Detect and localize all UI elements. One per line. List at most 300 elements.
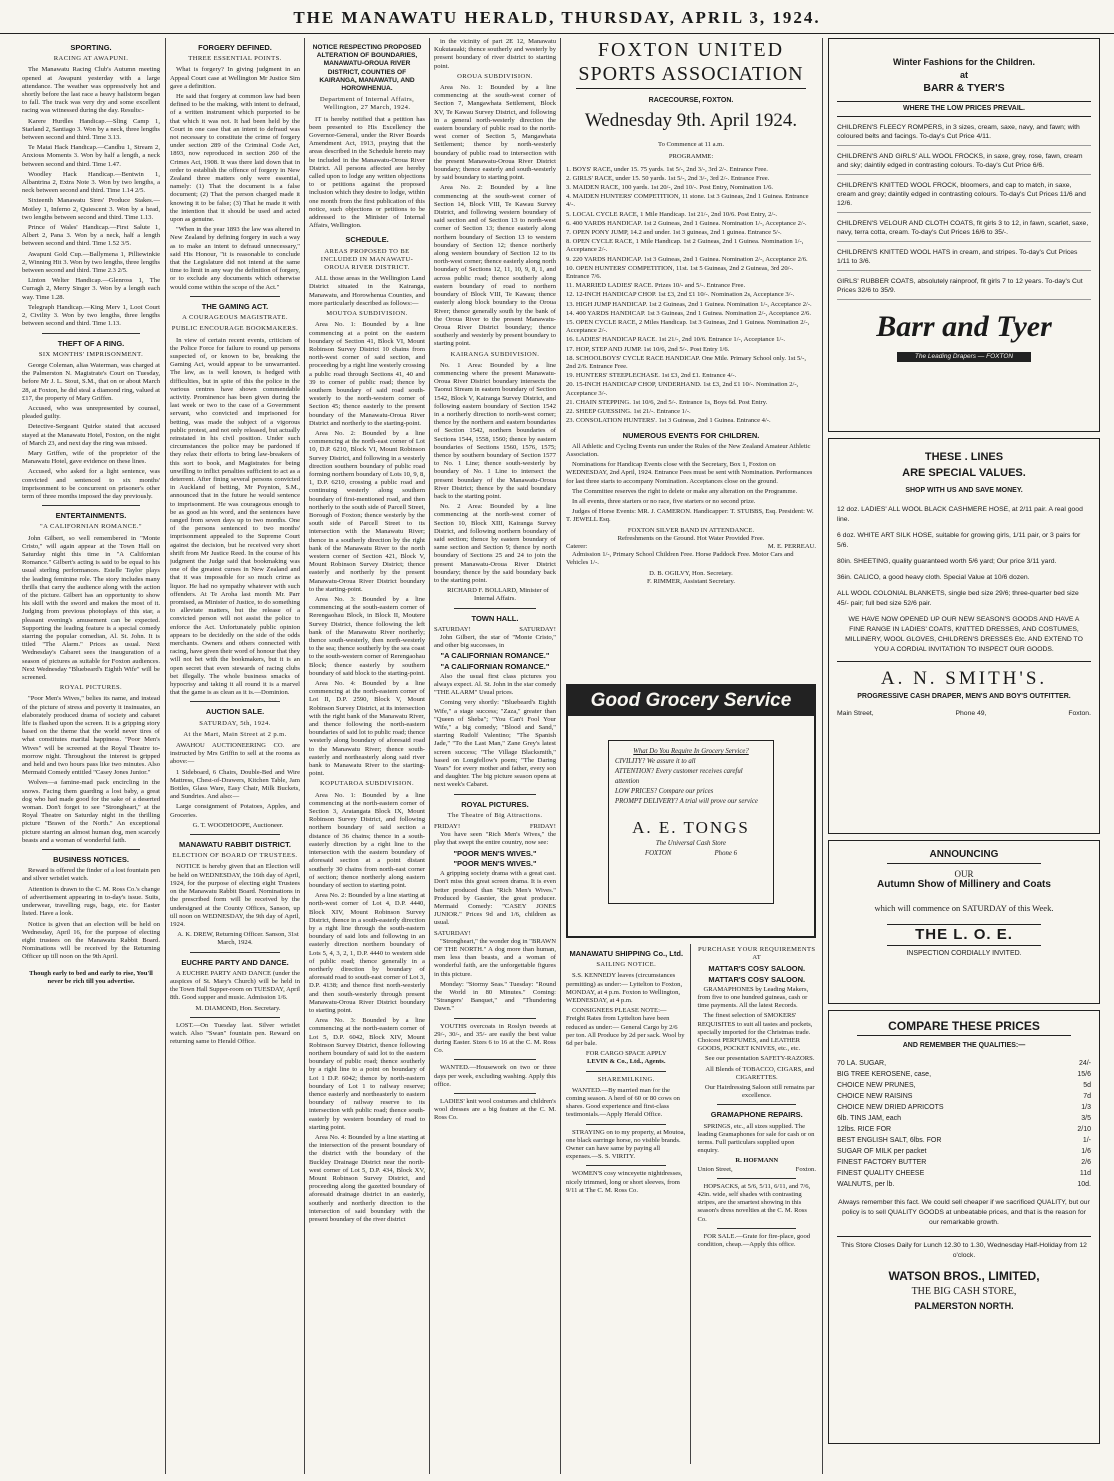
smith-heading-2: ARE SPECIAL VALUES.	[902, 467, 1026, 479]
programme-item: 20. 15-INCH HANDICAP CHOP, UNDERHAND. 1st £3, 2nd £1 10/-. Nomination 2/-, Acceptance 3/-.	[566, 381, 799, 397]
price-row	[837, 1113, 1091, 1124]
barr-at: at	[959, 70, 968, 80]
paragraph: WANTED.—Housework on two or three days per week, excluding washing. Apply this office.	[434, 1064, 556, 1088]
paragraph: Coming very shortly: "Bluebeard's Eighth Wife," a stage success; "Zaza," greater than "Queen of Sheba"; "You Can't Fool Your Wife," a big comedy; "Blood and Sand," starring Rudolf Valentino; "The Spanish Jade," "To the Last Man," Zane Grey's latest screen success; "The Village Blacksmith," based on Longfellow's poem; "The Daring Years" for every mother and father, every son and daughter. The big picture season opens at next week's Cabaret.	[434, 699, 556, 789]
price-value: 24/-	[1078, 1060, 1091, 1068]
closing-notice: This Store Closes Daily for Lunch 12.30 to 1.30, Wednesday Half-Holiday from 12 o'clock.	[837, 1236, 1091, 1261]
hofmann-address	[697, 1166, 816, 1174]
gaming-subheading: A COURAGEOUS MAGISTRATE.	[182, 314, 288, 322]
paragraph: Te Matai Hack Handicap.—Candhu 1, Stream 2, Anxious Moments 3. Won by half a length, a neck between second and third. Time 1.47.	[22, 144, 160, 168]
price-item: 70 LA. SUGAR,	[837, 1060, 887, 1068]
programme-item: 18. SCHOOLBOYS' CYCLE RACE HANDICAP. One Mile. Primary School only. 1st 5/-, 2nd 2/6. Entrance Free.	[566, 354, 806, 371]
paragraph: What is forgery? In giving judgment in an Appeal Court case at Wellington Mr Justice Sim gave a definition.	[170, 66, 300, 90]
barr-logo-tag: The Leading Drapers — FOXTON	[897, 352, 1031, 362]
loe-heading: THE L. O. E.	[887, 924, 1041, 946]
price-item: BEST ENGLISH SALT, 6lbs. FOR	[837, 1137, 942, 1145]
programme-list	[566, 166, 816, 426]
paragraph: Prince of Wales' Handicap.—First Salute 1, Albert 2, Pana 3. Won by a neck, half a length between second and third. Time 1.52 3/5.	[22, 224, 160, 248]
divider	[454, 1018, 536, 1019]
grocery-panel	[608, 740, 774, 904]
paragraph: See our presentation SAFETY-RAZORS.	[704, 1055, 815, 1063]
price-value: 7d	[1083, 1093, 1091, 1101]
masthead-rule	[0, 33, 1114, 34]
paragraph: The Manawatu Racing Club's Autumn meeting opened at Awapuni yesterday with a large attendance. The weather was oppressively hot and shortly before the last race a heavy hailstorm began to fall. The track was very dry and some excellent racing was witnessed during the day. Results:-	[22, 66, 160, 115]
divider	[586, 1071, 666, 1072]
royal-day	[434, 823, 556, 831]
paragraph: Wolves—a famine-mad pack encircling in the snows. Facing them guarding a lost baby, a great dog who had made good for the sake of a deserted woman. Don't forget to see "Strongheart," at the Royal Theatre on Saturday night in the thrilling picture "Brawn of the North." An exceptional picture starring an almost human dog, men scarcely beasts and a woman of wonderful faith.	[22, 779, 160, 844]
barr-logo: Barr and Tyer	[876, 310, 1052, 344]
commence-time: To Commence at 11 a.m.	[658, 141, 724, 149]
entertainments-heading: ENTERTAINMENTS.	[55, 511, 127, 521]
paragraph: Judges of Horse Events: MR. J. CAMERON. Handicapper: T. STUBBS, Esq. President: W. T. JEWELL Esq.	[566, 508, 814, 524]
paragraph: SPRINGS, etc., all sizes supplied. The leading Gramaphones for sale for cash or on terms. Full particulars supplied upon enquiry.	[697, 1122, 815, 1155]
announcing-show: Autumn Show of Millinery and Coats	[877, 879, 1051, 891]
price-item: CHOICE NEW RAISINS	[837, 1093, 913, 1101]
paragraph: "Poor Men's Wives," belies its name, and instead of the picture of stress and poverty it insinuates, an elaborately produced drama of society and cabaret life is flashed upon the screen. It is a gripping story based on the theme that the world never tires of what constitutes marital happiness. "Poor Men's Wives" will be screened at the Royal Theatre to-morrow night. Throughout the interest is gripped and held and two hours pass like two minutes. Also Mermaid Comedy entitled "Casey Jones Junior."	[22, 695, 160, 777]
paragraph: Awapuni Gold Cup.—Ballymena 1, Pilliewinkie 2, Winning Hit 3. Won by two lengths, three lengths between second and third. Time 2.3 2/5.	[22, 250, 160, 275]
price-row	[837, 1080, 1091, 1091]
programme-item: 6. 400 YARDS HANDICAP. 1st 2 Guineas, 2nd 1 Guinea. Nomination 1/-, Acceptance 2/-.	[566, 219, 807, 227]
paragraph: GRAMAPHONES by Leading Makers, from five to one hundred guineas, cash or time payments. All the latest Records.	[697, 985, 809, 1010]
column-rule	[429, 38, 430, 1474]
divider	[42, 849, 140, 850]
paragraph: Area No. 1: Bounded by a line commencing at the north-eastern corner of Section 3, Aratangata Block IX, Mount Robinson Survey District, and following northern boundary of said section a distance of 36 chains; thence in a south-easterly direction by a right line to the intersection with the eastern boundary of aforesaid section at a point distant southerly 30 chains from north-east corner of section; thence northerly along eastern boundary of section to starting point.	[309, 791, 425, 889]
grocery-phone: Phone 6	[714, 850, 737, 857]
barr-heading: Winter Fashions for the Children.	[893, 57, 1035, 67]
price-row	[837, 1069, 1091, 1080]
barr-item: CHILDREN'S KNITTED WOOL FROCK, bloomers, and cap to match, in saxe, cream and grey; daintily edged in contrasting colours. To-day's Cut Prices 11/6 and 12/6.	[837, 181, 1091, 213]
paragraph: WOMEN'S cosy winceyette nightdresses, nicely trimmed, long or short sleeves, from 9/11 at The C. M. Ross Co.	[566, 1170, 683, 1194]
column-rule	[560, 38, 561, 1474]
column-rule	[304, 38, 305, 1474]
paragraph: Also the usual first class pictures you always expect. Al. St. John in the star comedy "THE ALARM" Usual prices.	[434, 672, 556, 697]
barr-item: CHILDREN'S KNITTED WOOL HATS in cream, and stripes. To-day's Cut Prices 1/11 to 3/6.	[837, 248, 1091, 271]
paragraph: In all events, three starters or no race, five starters or no second prize.	[572, 497, 756, 505]
programme-item: 11. MARRIED LADIES' RACE. Prizes 10/- and 5/-. Entrance Free.	[566, 282, 746, 290]
address-town: Foxton.	[795, 1165, 816, 1173]
sports-date: Wednesday 9th. April 1924.	[584, 110, 798, 132]
price-value: 1/6	[1081, 1148, 1091, 1156]
address-street: Main Street,	[837, 710, 874, 718]
notice-subheading: Department of Internal Affairs, Wellington, 27 March, 1924.	[319, 96, 415, 112]
programme-item: 8. OPEN CYCLE RACE, 1 Mile Handicap. 1st 2 Guineas, 2nd 1 Guinea. Nomination 1/-, Acceptance 2/-.	[566, 238, 804, 254]
venue: RACECOURSE, FOXTON.	[648, 97, 734, 104]
paragraph: YOUTHS overcoats in Roslyn tweeds at 29/-, 30/-, and 35/- are easily the best value during Easter. Sizes 6 to 16 at the C. M. Ross Co.	[434, 1022, 556, 1055]
sporting-heading: SPORTING.	[70, 43, 112, 52]
day-label: FRIDAY!	[434, 823, 461, 831]
shipping-heading: MANAWATU SHIPPING Co., Ltd.	[569, 949, 684, 958]
paragraph: ALL those areas in the Wellington Land District situated in the Kairanga, Manawatu, and Horowhenua Counties, and more particularly described as follows:—	[309, 275, 425, 307]
programme-item: 14. 400 YARDS HANDICAP. 1st 3 Guineas, 2nd 1 Guinea. Nomination 2/-, Acceptance 2/6.	[566, 309, 811, 317]
column-3	[309, 38, 425, 1474]
price-item: FINEST QUALITY CHEESE	[837, 1170, 925, 1178]
price-row	[837, 1058, 1091, 1069]
price-row	[837, 1124, 1091, 1135]
paragraph: Sixteenth Manawatu Sires' Produce Stakes.—Motley 1, Inferno 2, Quiescent 3. Won by a head, two lengths between second and third. Time 1.13.	[22, 197, 160, 221]
royal-pictures-heading: ROYAL PICTURES.	[461, 799, 529, 809]
lower-ads	[566, 944, 816, 1464]
price-row	[837, 1135, 1091, 1146]
film-title: "A CALIFORNIAN ROMANCE."	[440, 651, 550, 661]
divider	[190, 701, 280, 702]
paragraph: You have seen "Rich Men's Wives," the play that swept the entire country, now see:	[434, 831, 556, 847]
paragraph: "Strongheart," the wonder dog in "BRAWN OF THE NORTH." A dog more than human, men less than beasts, and a woman of wonderful faith, are the unforgettable figures in this picture.	[434, 937, 556, 978]
theft-heading: THEFT OF A RING.	[57, 338, 125, 348]
loe-subheading: INSPECTION CORDIALLY INVITED.	[906, 950, 1022, 958]
paragraph: HOPSACKS, at 5/6, 5/11, 6/11, and 7/6, 42in. wide, self shades with contrasting stripes, are the smartest showing in this season's dress novelties at the C. M. Ross Co.	[697, 1182, 811, 1223]
programme-item: 3. MAIDEN RACE, 100 yards. 1st 20/-, 2nd 10/-. Post Entry, Nomination 1/6.	[566, 184, 774, 192]
masthead: THE MANAWATU HERALD, THURSDAY, APRIL 3, 1924.	[293, 8, 821, 27]
column-2	[170, 38, 300, 1474]
paragraph: Area No. 2: Bounded by a line starting at north-west corner of Lot 4, D.P. 4440, Block XIV, Mount Robinson Survey District, thence in a south-easterly direction by a right line through the south-eastern boundary of said lots and following in an easterly direction northern boundary of Lots 5, 4, 3, 2, 1, D.P. 4440 to western side of public road; thence generally in a northerly direction by boundary of aforesaid road to south-east corner of Lot 3, D.P. 4138; and thence first north-westerly and then south-westerly through present Manawatu-Oroua River District boundary to starting point.	[309, 892, 425, 1014]
grocery-banner: Good Grocery Service	[568, 686, 814, 716]
paragraph: A EUCHRE PARTY AND DANCE (under the auspices of St. Mary's Church) will be held in the Town Hall Supper-room on TUESDAY, April 8th. Good supper and music. Admission 1/6.	[170, 969, 300, 1002]
column-1	[22, 38, 160, 1474]
film-title: "A CALIFORNIAN ROMANCE."	[440, 661, 550, 671]
gaming-heading: THE GAMING ACT.	[201, 301, 269, 311]
paragraph: Reward is offered the finder of a lost fountain pen and silver wristlet watch.	[22, 867, 160, 883]
programme-item: 23. CONSOLATION HUNTERS'. 1st 3 Guineas, 2nd 1 Guinea. Entrance 4/-.	[566, 417, 771, 425]
column-6	[828, 38, 1100, 1474]
smith-list	[837, 505, 1091, 609]
paragraph: Woodley Hack Handicap.—Bentwin 1, Albantrina 2, Extra Note 3. Won by two lengths, a neck between second and third. Time 1.14 2/5.	[22, 170, 160, 195]
announcing-paragraph: which will commence on SATURDAY of this Week.	[874, 903, 1054, 914]
divider	[42, 333, 140, 334]
paragraph: Nominations for Handicap Events close with the Secretary, Box 1, Foxton on WEDNESDAY, 2nd April, 1924. Entrance Fees must be sent with Nomination. Performances for last three starts to accompany Nomination. Acceptances close on the ground.	[566, 461, 813, 485]
cargo-note: FOR CARGO SPACE APPLY	[585, 1050, 667, 1058]
gramaphone-repairs-heading: GRAMAPHONE REPAIRS.	[710, 1110, 803, 1120]
notice-heading: NOTICE RESPECTING PROPOSED ALTERATION OF BOUNDARIES, MANAWATU-OROUA RIVER DISTRICT, COUNTIES OF KAIRANGA, MANAWATU, AND HOROWHENUA.	[312, 44, 422, 93]
divider	[717, 1178, 796, 1179]
smith-item: 80in. SHEETING, quality guaranteed worth 5/6 yard; Our price 3/11 yard.	[837, 558, 1057, 566]
forgery-subheading: THREE ESSENTIAL POINTS.	[188, 55, 282, 63]
paragraph: A gripping society drama with a great cast. Don't miss this great screen drama. It is even better produced than "Rich Men's Wives." Produced by Gasnier, the great producer. Mermaid Comedy: "CASEY JONES JUNIOR." Prices 9d and 1/6, children as usual.	[434, 870, 556, 927]
watson-store: THE BIG CASH STORE,	[911, 1286, 1017, 1298]
price-row	[837, 1157, 1091, 1168]
programme-item: 1. BOYS' RACE, under 15. 75 yards. 1st 5/-, 2nd 3/-, 3rd 2/-. Entrance Free.	[566, 165, 768, 173]
paragraph: Large consignment of Potatoes, Apples, and Groceries.	[170, 803, 300, 819]
paragraph: AWAHOU AUCTIONEERING CO. are instructed by Mrs Griffin to sell at the rooms as above:—	[170, 742, 300, 766]
price-item: SUGAR OF MILK per packet	[837, 1148, 927, 1156]
shipping-subheading: SAILING NOTICE.	[596, 961, 657, 969]
paragraph: Area No. 4: Bounded by a line commencing at the north-eastern corner of Lot II, D.P. 2590, Block V, Mount Robinson Survey District, at its intersection with the right bank of the Manawatu River, and thence following the north-eastern boundaries of said lot to public road; thence westerly along boundary of aforesaid road to the Manawatu River; thence south-easterly and northeasterly along said river bank to Manawatu River to the starting-point.	[309, 680, 425, 778]
purchase-heading: PURCHASE YOUR REQUIREMENTS AT	[697, 946, 816, 962]
paragraph: Admission 1/-, Primary School Children Free. Horse Paddock Free. Motor Cars and Vehicles 1/-.	[566, 551, 794, 567]
royal-pictures-subheading: The Theatre of Big Attractions.	[447, 811, 543, 819]
auction-heading: AUCTION SALE.	[205, 707, 265, 717]
compare-subheading: AND REMEMBER THE QUALITIES:—	[902, 1042, 1026, 1049]
programme-item: 10. OPEN HUNTERS' COMPETITION, 11st. 1st 5 Guineas, 2nd 2 Guineas, 3rd 20/-. Entrance 7/6.	[566, 264, 794, 281]
children-events: NUMEROUS EVENTS FOR CHILDREN.	[622, 430, 760, 440]
paragraph: Accused, who asked for a light sentence, was convicted and sentenced to six months' imprisonment to be concurrent on prisoner's other term of three months imposed the day previously.	[22, 468, 160, 500]
film-title: "POOR MEN'S WIVES."	[453, 848, 537, 858]
smith-heading: THESE . LINES	[924, 451, 1004, 463]
paragraph: Accused, who was unrepresented by counsel, pleaded guilty.	[22, 404, 160, 421]
column-rule	[165, 38, 166, 1474]
watson-name: WATSON BROS., LIMITED,	[888, 1269, 1040, 1284]
compare-heading: COMPARE THESE PRICES	[857, 1017, 1071, 1036]
band-notice: FOXTON SILVER BAND IN ATTENDANCE.	[627, 526, 755, 534]
price-item: 6lb. TINS JAM, each	[837, 1115, 902, 1123]
paragraph: Our Hairdressing Saloon still remains par excellence.	[704, 1084, 815, 1100]
programme-item: 15. OPEN CYCLE RACE, 2 Miles Handicap. 1st 3 Guineas, 2nd 1 Guinea. Nomination 2/-, Acceptance 2/-.	[566, 319, 810, 335]
paragraph: Detective-Sergeant Quirke stated that accused stayed at the Manawatu Hotel, Foxton, on the night of March 23, and next day the ring was missed.	[22, 423, 160, 447]
sports-title-2: SPORTS ASSOCIATION	[576, 62, 806, 89]
paragraph: The finest selection of SMOKERS' REQUISITES to suit all tastes and pockets, specially imported for the Christmas trade. Choicest PERFUMES, and LEATHER GOODS, POCKET KNIVES, etc., etc.	[697, 1012, 813, 1053]
town-hall-day	[434, 626, 556, 634]
programme-item: 12. 12-INCH HANDICAP CHOP. 1st £3, 2nd £1 10/-. Nomination 2s, Acceptance 3/-.	[566, 291, 795, 299]
paragraph: Area No. 2: Bounded by a line commencing at the south-west corner of Section 14, Block VIII, Te Kawau Survey District, and following western boundary of said section and of Section 13 to north-west corner of Section 13; thence easterly along northern boundary of Section 13 to western boundary of Section 12; thence northerly along western boundary of Section 12 to its north-west corner; thence easterly along north boundary of Sections 12, 11, 10, 9, 8, 1, and across public road; thence southerly along eastern boundary of road to northern boundary of Block VIII, Te Kawau; thence easterly along block boundary to the Oroua River; thence generally south by the bank of the Oroua River to the present Manawatu-Oroua River District boundary; thence southerly and westerly by present boundary to starting point.	[434, 184, 556, 348]
paragraph: NOTICE is hereby given that an Election will be held on WEDNESDAY, the 16th day of April, 1924, for the purpose of electing eight Trustees on the Manawatu Rabbit Board. Nominations in the prescribed form will be received by the undersigned at the County Offices, Sanson, up till noon on WEDNESDAY, the 9th day of April, 1924.	[170, 863, 300, 928]
moutoa-heading: MOUTOA SUBDIVISION.	[326, 310, 408, 318]
column-5	[566, 38, 816, 1474]
programme-item: 2. GIRLS' RACE, under 15. 50 yards. 1st 5/-, 2nd 3/-, 3rd 2/-. Entrance Free.	[566, 174, 770, 182]
grocery-tagline: What Do You Require In Grocery Service?	[633, 748, 749, 755]
paragraph: Attention is drawn to the C. M. Ross Co.'s change of advertisement appearing in to-day's issue. Suits, underwear, travelling rugs, bags, etc. for Easter listed. Have a look.	[22, 885, 160, 918]
programme-item: 4. MAIDEN HUNTERS' COMPETITION, 11 stone. 1st 3 Guineas, 2nd 1 Guinea. Entrance 4/-.	[566, 193, 809, 209]
paragraph: 1 Sideboard, 6 Chairs, Double-Bed and Wire Mattress, Chest-of-Drawers, Kitchen Table, Jam Bottles, Glass Ware, Easy Chair, Milk Buckets, and Sundries. And also:—	[170, 768, 300, 801]
address-street: Union Street,	[697, 1165, 733, 1173]
business-notices-heading: BUSINESS NOTICES.	[53, 855, 129, 865]
divider	[42, 505, 140, 506]
programme-item: 21. CHAIN STEPPING. 1st 10/6, 2nd 5/-. Entrance 1s, Boys 6d. Post Entry.	[566, 398, 768, 406]
column-4	[434, 38, 556, 1474]
divider	[190, 952, 280, 953]
divider	[454, 1093, 536, 1094]
day-label: SATURDAY!	[434, 929, 471, 937]
caterer-name: M. E. PERREAU.	[767, 542, 816, 550]
divider	[454, 1059, 536, 1060]
barr-list	[837, 123, 1091, 300]
grocery-line: LOW PRICES? Compare our prices	[615, 788, 714, 795]
paragraph: IT is hereby notified that a petition has been presented to His Excellency the Governor-General, under the River Boards Amendment Act, 1913, praying that the areas described in the Schedule hereto may be included in the Manawatu-Oroua River District. All persons affected are hereby called upon to lodge any written objections to or petitions against the proposed inclusion which they desire to lodge, within one month from the first publication of this notice, such objections or petitions to be addressed to the Minister of Internal Affairs, Wellington.	[309, 115, 425, 230]
grocery-line: PROMPT DELIVERY? A trial will prove our service	[615, 798, 758, 805]
paragraph: Area No. 4: Bounded by a line starting at the intersection of the present boundary of the district with the boundary of the Buckley Drainage District near the north-west corner of Lot 5, D.P. 434, Block XV, Mount Robinson Survey District, and proceeding along the gazetted boundary of aforesaid drainage district in an easterly, southerly and northerly direction to the intersection of said boundary with the present boundary of the river district	[309, 1134, 425, 1224]
sports-ad	[566, 38, 816, 678]
gaming-subheading-2: PUBLIC ENCOURAGE BOOKMAKERS.	[171, 325, 299, 333]
smith-name: A. N. SMITH'S.	[837, 661, 1091, 692]
sports-title: FOXTON UNITED	[597, 39, 785, 61]
paragraph: WANTED.—By married man for the coming season. A herd of 60 or 80 cows on shares. Good experience and first-class testimonials.—Apply Herald Office.	[566, 1086, 680, 1119]
address-town: Foxton.	[1068, 710, 1091, 718]
smith-slogan: SHOP WITH US AND SAVE MONEY.	[905, 487, 1023, 494]
signature: D. B. OGILVY, Hon. Secretary.	[649, 569, 733, 577]
smith-address	[837, 710, 1091, 718]
programme-item: 22. SHEEP GUESSING. 1st 21/-. Entrance 1/-.	[566, 408, 691, 416]
grocery-store: The Universal Cash Store	[655, 840, 727, 847]
caterer	[566, 543, 816, 551]
price-row	[837, 1168, 1091, 1179]
signature: RICHARD F. BOLLARD, Minister of Internal Affairs.	[447, 587, 549, 603]
programme-item: 9. 220 YARDS HANDICAP. 1st 3 Guineas, 2nd 1 Guinea. Nomination 2/-, Acceptance 2/6.	[566, 255, 808, 263]
paragraph: in the vicinity of part 2E 12, Manawatu Kukutauaki; thence southerly and westerly by present boundary of river district to starting point.	[434, 38, 556, 70]
paragraph: Mary Griffen, wife of the proprietor of the Manawatu Hotel, gave evidence on these lines.	[22, 449, 160, 466]
paragraph: Area No. 2: Bounded by a line commencing at the north-east corner of Lot 10, D.P. 6210, Block VI, Mount Robinson Survey District, and following in a westerly direction southern boundary of public road forming northern boundary of Lots 10, 9, 8, 1, D.P. 6210, crossing a public road and continuing westerly along southern boundary of first-mentioned road, and then northerly to the south side of Parcell Street, Borough of Foxton; thence westerly by the south side of Parcell Street to its intersection with the Manawatu River; thence in a southerly direction by the right bank of the Manawatu River to the north western corner of Section 421, Block V, Mount Robinson Survey District; thence easterly and northerly by the present Manawatu-Oroua River District boundary to the starting-point.	[309, 429, 425, 593]
day-label: FRIDAY!	[529, 823, 556, 831]
price-value: 2/10	[1077, 1126, 1091, 1134]
divider	[454, 608, 536, 609]
motto: Though early to bed and early to rise, You'll never be rich till you advertise.	[29, 969, 153, 985]
announcing-our: OUR	[954, 869, 974, 879]
paragraph: No. 2 Area: Bounded by a line commencing at the north-west corner of Section 10, Block XIII, Kairanga Survey District, and following northern boundary of said section; thence by eastern boundary of same section and Section 9; thence by north boundary of Sections 25 and 24 to join the present Manawatu-Oroua River District boundary; thence by the said boundary back to the starting point.	[434, 503, 556, 584]
smith-item: ALL WOOL COLONIAL BLANKETS, single bed size 29/6; three-quarter bed size 45/- pair; full bed size 52/6 pair.	[837, 590, 1079, 608]
theft-subheading: SIX MONTHS' IMPRISONMENT.	[38, 350, 144, 358]
paragraph: Area No. 3: Bounded by a line commencing at the south-eastern corner of Rerengaohau Block, in Block II, Moutere Survey District, thence following the left bank of the Manawatu River northerly; thence south-westerly, then north-westerly to the sea; thence southerly by the sea coast to the south-western corner of Rerengaohau Block; thence easterly by southern boundary of said block to the starting-point.	[309, 596, 425, 677]
divider	[190, 834, 280, 835]
paragraph: CONSIGNEES PLEASE NOTE:— Freight Rates from Lyttelton have been reduced as under:— General Cargo by 2/6 per ton. All Produce by 2d per sack. Wool by 6d per bale.	[566, 1007, 685, 1048]
programme-item: 17. HOP, STEP AND JUMP. 1st 10/6, 2nd 5/-. Post Entry 1/6.	[566, 345, 730, 353]
paragraph: Area No. 1: Bounded by a line commencing at the south-west corner of Section 7, Mangawhata Settlement, Block XV, Te Kawau Survey District, and following in a general north-westerly direction the eastern boundary of public road to the north-west corner of Section 5, Mangawhata Settlement; thence by north-westerly boundary of public road to intersection with the present Manawatu-Oroua River District boundary; thence easterly and south-westerly by said boundary to starting point.	[434, 84, 556, 182]
paragraph: Area No. 3: Bounded by a line commencing at the north-eastern corner of Lot 5, D.P. 6042, Block XIV, Mount Robinson Survey District, thence following northern boundary of said lot to the eastern boundary of public road; thence southerly by a right line to a point on boundary of Lot 1 D.P. 6042; thence by north-eastern boundary of Lot 1 to railway reserve; thence easterly and northeasterly to eastern boundary of railway reserve to its intersection with public road; thence south-easterly by western boundary of road to starting point.	[309, 1017, 425, 1131]
grocery-footer	[615, 849, 767, 859]
signature: G. T. WOODHOOPE, Auctioneer.	[192, 821, 284, 829]
price-value: 1/3	[1081, 1104, 1091, 1112]
paragraph: S.S. KENNEDY leaves (circumstances permitting) as under:— Lyttelton to Foxton, MONDAY, at 4 p.m. Foxton to Wellington, WEDNESDAY, at 4 p.m.	[566, 972, 683, 1005]
price-item: BIG TREE KEROSENE, case,	[837, 1071, 932, 1079]
divider	[454, 794, 536, 795]
paragraph: No. 1 Area: Bounded by a line commencing where the present Manawatu-Oroua River District boundary intersects the Taonui Stream in eastern boundary of Section 1542, Block V, Kairanga Survey District, and following eastern boundary of Section 1542 in a northerly direction to north-west corner; thence by the northern and eastern boundaries of Section 1542, northern boundaries of Sections 1544, 1558, 1560; thence by eastern boundaries of Sections 1560, 1576, 1575; thence by southern boundary of Section 1577 to No. 1 Line; thence south-westerly by boundary of No. 1 Line to intersect the present boundary of the Manawatu-Oroua River District; thence by the said boundary back to the starting point.	[434, 361, 556, 500]
entertainments-subheading: "A CALIFORNIAN ROMANCE."	[40, 523, 142, 531]
grocery-line: ATTENTION? Every customer receives careful attention	[615, 768, 743, 785]
price-value: 15/6	[1077, 1071, 1091, 1079]
sharemilking-heading: SHAREMILKING.	[597, 1075, 655, 1083]
price-row	[837, 1146, 1091, 1157]
rabbit-subheading: ELECTION OF BOARD OF TRUSTEES.	[172, 852, 298, 860]
barr-item: CHILDREN'S VELOUR AND CLOTH COATS, fit girls 3 to 12, in fawn, scarlet, saxe, navy, terra cotta, cream. To-day's Cut Prices 16/6 to 35/-.	[837, 219, 1091, 242]
signature: F. RIMMER, Assistant Secretary.	[646, 577, 736, 585]
smith-desc: PROGRESSIVE CASH DRAPER, MEN'S AND BOY'S OUTFITTER.	[857, 693, 1071, 701]
price-value: 5d	[1083, 1082, 1091, 1090]
programme-item: 5. LOCAL CYCLE RACE, 1 Mile Handicap. 1st 21/-, 2nd 10/6. Post Entry, 2/-.	[566, 210, 778, 218]
royal-pictures-subheading: ROYAL PICTURES.	[59, 684, 123, 692]
town-hall-heading: TOWN HALL.	[471, 613, 519, 623]
sporting-subheading: RACING AT AWAPUNI.	[53, 55, 129, 63]
price-value: 2/6	[1081, 1159, 1091, 1167]
signature: M. DIAMOND, Hon. Secretary.	[195, 1004, 281, 1012]
refreshments: Refreshments on the Ground. Hot Water Provided Free.	[617, 534, 765, 542]
divider	[190, 1017, 280, 1018]
price-item: 12lbs. RICE FOR	[837, 1126, 892, 1134]
paragraph: Karere Hurdles Handicap.—Sling Camp 1, Starland 2, Santiago 3. Won by a neck, three lengths between second and third. Time 3.13.	[22, 117, 160, 142]
prices-list	[837, 1058, 1091, 1190]
smith-ad	[828, 438, 1100, 834]
paragraph: Monday: "Stormy Seas." Tuesday: "Round the World in 80 Minutes." Coming: "Strangers' Banquet," and "Thundering Dawn."	[434, 980, 556, 1013]
barr-item: CHILDREN'S AND GIRLS' ALL WOOL FROCKS, in saxe, grey, rose, fawn, cream and sky; daintily edged in contrasting colours. To-day's Cut Price 6/6.	[837, 152, 1091, 175]
grocery-place: FOXTON	[645, 850, 672, 857]
auction-location: At the Mart, Main Street at 2 p.m.	[183, 730, 287, 738]
hofmann-name: R. HOFMANN	[735, 1157, 779, 1165]
loe-ad	[828, 840, 1100, 1004]
grocery-name: A. E. TONGS	[632, 818, 750, 837]
smith-item: 36in. CALICO, a good heavy cloth. Special Value at 10/6 dozen.	[837, 574, 1030, 582]
grocery-ad	[566, 684, 816, 938]
announcing-heading: ANNOUNCING	[887, 847, 1041, 864]
price-value: 1/-	[1082, 1137, 1091, 1145]
koputaroa-heading: KOPUTAROA SUBDIVISION.	[320, 780, 414, 788]
schedule-heading: SCHEDULE.	[345, 235, 389, 245]
programme-item: 7. OPEN PONY JUMP, 14.2 and under. 1st 3 guineas, 2nd 1 guinea. Entrance 5/-.	[566, 229, 782, 237]
barr-tyer-ad	[828, 38, 1100, 432]
price-item: FINEST FACTORY BUTTER	[837, 1159, 927, 1167]
paragraph: The Committee reserves the right to delete or make any alteration on the Programme.	[572, 487, 798, 495]
paragraph: Telegraph Handicap.—King Merv 1, Loot Court 2, Civility 3. Won by two lengths, three lengths between second and third. Time 1.13.	[22, 303, 160, 328]
auction-date: SATURDAY, 5th, 1924.	[199, 719, 271, 727]
paragraph: George Coleman, alias Waterman, was charged at the Palmerston N. Magistrate's Court on Tuesday, before Mr J. L. Stout, S.M., that on or about March 28, at Foxton, he did steal a diamond ring, valued at £17, the property of Mary Griffen.	[22, 361, 160, 402]
price-row	[837, 1179, 1091, 1190]
saloon-name: MATTAR'S COSY SALOON.	[708, 974, 806, 984]
schedule-subheading: AREAS PROPOSED TO BE INCLUDED IN MANAWATU-OROUA RIVER DISTRICT.	[320, 247, 414, 272]
divider	[190, 296, 280, 297]
smith-paragraph: WE HAVE NOW OPENED UP OUR NEW SEASON'S GOODS AND HAVE A FINE RANGE IN LADIES' COATS, KNITTED DRESSES, AND COSTUMES, MILLINERY, WOOL GLOVES, CHILDREN'S DRESSES Etc. AND EXTEND TO YOU A CORDIAL INVITATION TO INSPECT OUR GOODS.	[845, 616, 1083, 654]
smith-item: 6 doz. WHITE ART SILK HOSE, suitable for growing girls, 1/11 pair, or 3 pairs for 5/6.	[837, 532, 1081, 550]
price-row	[837, 1102, 1091, 1113]
programme-item: 13. HIGH JUMP HANDICAP. 1st 2 Guineas, 2nd 1 Guinea. Nomination 1/-, Acceptance 2/-.	[566, 300, 812, 308]
day-label: SATURDAY!	[434, 625, 471, 633]
barr-item: GIRLS' RUBBER COATS, absolutely rainproof, fit girls 7 to 12 years. To-day's Cut Prices 32/6 to 35/9.	[837, 277, 1091, 300]
price-item: WALNUTS, per lb.	[837, 1181, 895, 1189]
programme-label: PROGRAMME:	[668, 153, 714, 161]
paragraph: In view of certain recent events, criticism of the Police Force for failure to round up persons suspected of, or known to be, breaking the Gaming Act, would appear to be unwarranted. The law, as is well known, is hedged with difficulties, but in spite of this the police in the various centres have shown commendable activity. Prominence has been given during the last week or two to the case of a Government servant, who convicted and imprisoned for betting, was made the subject of a vigorous public protest, and not only released, but actually reinstated in his civil position. Under such circumstances the police may be pardoned if they relax their efforts to bring law-breakers of this sort to book, and Magistrates for being unwilling to inflict penalties sufficient to act as a deterrent. After fining several persons convicted in Auckland of betting, Mr Poynton, S.M., announced that in the future he would sentence to imprisonment. He was courageous enough to be as good as his word, and the sentences have ranged from seven days up to two months. One of the persons sentenced to two months' imprisonment appealed to the Supreme Court against the decision, but he received very short shrift from Mr Justice Reed. In the course of his judgment the Judge said that bookmaking was one of the greatest curses in New Zealand and that it was impossible for so much crime as liquor. He had no sympathy whatever with such offenders. At Te Aroha last month Mr. Parr promised, as Minister of Justice, to do something to alleviate matters, but the release of a convicted person will not assist the police to enforce the Act. Unfortunately public opinion appears to be decidedly on the side of the odds merchants. Owners and others connected with racing, have given their word of honour that they will not bet with the bookmakers, but it is an open secret that even stewards of racing clubs bet illegally. The whole business smacks of hypocrisy and taking it all round it is a marvel that the game is as clean as it is.—Dominion.	[170, 336, 300, 697]
film-title: "POOR MEN'S WIVES."	[453, 858, 537, 868]
price-value: 3/5	[1081, 1115, 1091, 1123]
shipping-column	[566, 944, 691, 1464]
divider	[586, 1124, 666, 1125]
paragraph: LADIES' knit wool costumes and children's wool dresses are a big feature at the C. M. Ross Co.	[434, 1097, 556, 1122]
paragraph: All Athletic and Cycling Events run under the Rules of the New Zealand Amateur Athletic Association.	[566, 442, 811, 458]
barr-slogan: WHERE THE LOW PRICES PREVAIL.	[837, 101, 1091, 117]
paragraph: Linton Welter Handicap.—Glenross 1, The Curragh 2, Merry Singer 3. Won by a length each way. Time 1.28.	[22, 277, 160, 301]
paragraph: LOST.—On Tuesday last. Silver wristlet watch. Also "Swan" fountain pen. Reward on returning same to Herald Office.	[170, 1021, 300, 1046]
price-value: 11d	[1079, 1170, 1091, 1178]
paragraph: All Blends of TOBACCO, CIGARS, and CIGARETTES.	[705, 1065, 815, 1081]
paragraph: Notice is given that an election will be held on Wednesday, April 16, for the purpose of electing eight trustees on the Manawatu Rabbit Board. Nominations will be received by the Returning Officer up till noon on the 9th April.	[22, 920, 160, 961]
compare-paragraph: Always remember this fact. We could sell cheaper if we sacrificed QUALITY, but our policy is to sell QUALITY GOODS at unbeatable prices, and that is the reason for our remarkable growth.	[838, 1199, 1090, 1227]
grocery-line: CIVILITY? We assure it to all	[615, 758, 696, 765]
divider	[717, 1228, 796, 1229]
programme-item: 19. HUNTERS' STEEPLECHASE. 1st £3, 2nd £1. Entrance 4/-.	[566, 372, 737, 380]
paragraph: FOR SALE.—Grate for fire-place, good condition, cheap.—Apply this office.	[697, 1232, 811, 1249]
oroua-heading: OROUA SUBDIVISION.	[457, 72, 533, 80]
kairanga-heading: KAIRANGA SUBDIVISION.	[450, 350, 540, 358]
caterer-label: Caterer:	[566, 542, 588, 550]
price-item: CHOICE NEW DRIED APRICOTS	[837, 1104, 944, 1112]
paragraph: John Gilbert, so well remembered in "Monte Cristo," will again appear at the Town Hall on Saturday night this time in "A Californian Romance." Gilbert's acting is said to be equal to his usual sterling performances. Estelle Taylor plays the leading feminine role. The story includes many thrills that carry the audience along with the action of the picture. Gilbert has an opportunity to show his skill with the sword and makes the most of it. Judging from previous photoplays of this star, a pleasant evening's amusement can be expected. Supporting the leading feature is a special comedy starring the popular comedian, Al. St. John. It is titled "The Alarm." Prices as usual. Next Wednesday's Cabaret sees the inauguration of a season of pictures as suitable for Foxton audiences. Next Wednesday "Bluebeard's Eighth Wife" will be screened.	[22, 534, 160, 682]
price-item: CHOICE NEW PRUNES,	[837, 1082, 916, 1090]
shipping-agent: LEVIN & Co., Ltd., Agents.	[586, 1058, 666, 1066]
saloon-column	[697, 944, 816, 1464]
price-value: 10d.	[1077, 1181, 1091, 1189]
watson-place: PALMERSTON NORTH.	[914, 1301, 1014, 1312]
barr-item: CHILDREN'S FLEECY ROMPERS, in 3 sizes, cream, saxe, navy, and fawn; with coloured belts and facings. To-day's Cut Price 4/11.	[837, 123, 1091, 146]
signature: A. K. DREW, Returning Officer. Sanson, 31st March, 1924.	[177, 931, 299, 947]
day-label: SATURDAY!	[519, 625, 556, 633]
saloon-name: MATTAR'S COSY SALOON.	[708, 964, 806, 974]
price-row	[837, 1091, 1091, 1102]
paragraph: He said that forgery at common law had been defined to be the making, with intent to defraud, of a written instrument which purported to be that which it was not. It had been held by the Court in one case that an intent to defraud was not necessary to constitute the crime of forgery under section 289 of the Criminal Code Act, 1893, now reproduced in section 260 of the Crimes Act, 1908. It was there laid down that in order to establish the offence of forgery in New Zealand three matters only were essential, namely: (1) That the document is a false document; (2) That the person charged made it knowing it to be false; (3) That he made it with the intention that it should be used and acted upon as genuine.	[170, 93, 300, 224]
smith-item: 12 doz. LADIES' ALL WOOL BLACK CASHMERE HOSE, at 2/11 pair. A real good line.	[837, 506, 1083, 524]
rabbit-heading: MANAWATU RABBIT DISTRICT.	[179, 840, 291, 850]
paragraph: STRAYING on to my property, at Moutoa, one black earringe horse, no visible brands. Owner can have same by paying all expenses.—S. S. VIRITY.	[566, 1128, 686, 1161]
programme-item: 16. LADIES' HANDICAP RACE. 1st 21/-, 2nd 10/6. Entrance 1/-, Acceptance 1/-.	[566, 336, 786, 344]
forgery-heading: FORGERY DEFINED.	[198, 43, 272, 52]
column-rule	[822, 38, 823, 1474]
divider	[717, 1104, 796, 1105]
paragraph: John Gilbert, the star of "Monte Cristo," and other big successes, in	[434, 634, 556, 650]
euchre-heading: EUCHRE PARTY AND DANCE.	[181, 957, 289, 967]
divider	[586, 1165, 666, 1166]
paragraph: Area No. 1: Bounded by a line commencing at a point on the eastern boundary of Section 41, Block VI, Mount Robinson Survey District 10 chains from north-west corner of said section, and proceeding by a right line westerly crossing a public road through Sections 41, 40 and 39 to corner of public road; thence by southern boundary of said road south-westerly to the north-western corner of Section 45; thence easterly to the present boundary of the Manawatu-Oroua River District and northerly to the starting-point.	[309, 321, 425, 427]
barr-name: BARR & TYER'S	[923, 82, 1005, 94]
